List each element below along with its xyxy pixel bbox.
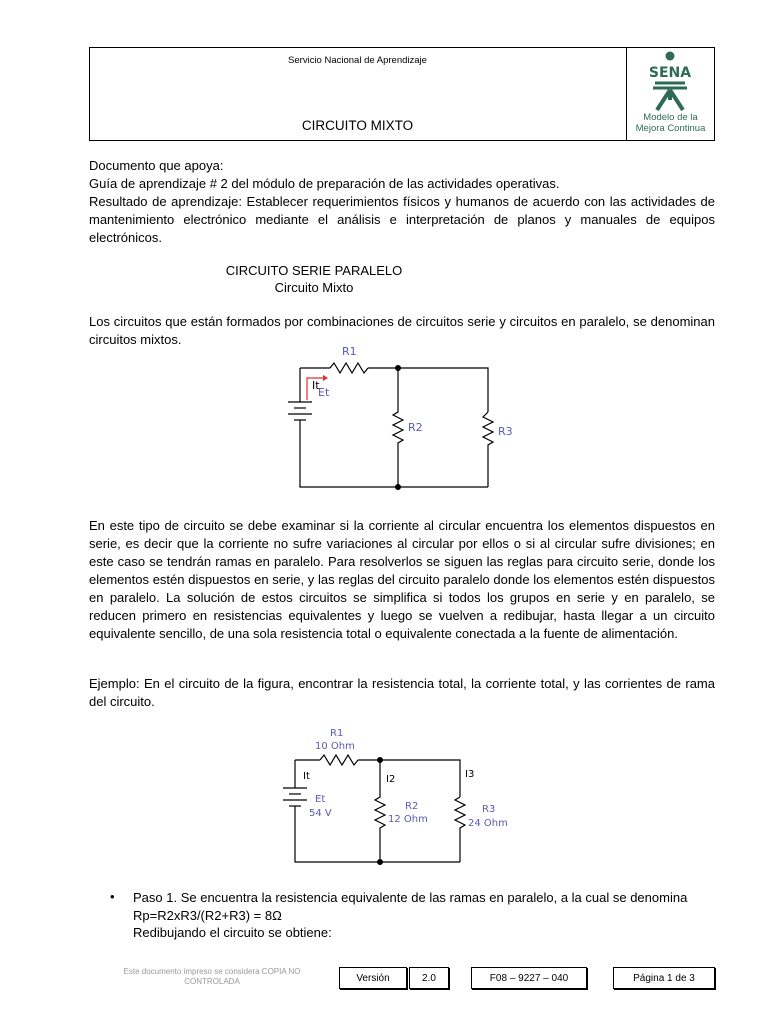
r1-label: R1 — [330, 728, 344, 739]
guide-line: Guía de aprendizaje # 2 del módulo de preparación de las actividades operativas. — [89, 176, 560, 191]
step-bullet: • — [110, 889, 115, 904]
mixed-circuit-diagram — [270, 340, 530, 500]
step1-line — [133, 889, 723, 907]
r2-label: R2 — [405, 801, 419, 812]
i3-label: I3 — [465, 769, 475, 780]
example-text: En el circuito de la figura, encontrar la resistencia total, la corriente total, y las corrientes de rama del circuito. — [89, 676, 715, 709]
r1-label: R1 — [342, 345, 357, 358]
uncontrolled-copy-note: Este documento impreso se considera COPIA NO CONTROLADA — [123, 967, 301, 986]
junction-node — [377, 859, 383, 865]
i2-label: I2 — [386, 774, 396, 785]
result-label: Resultado de aprendizaje: — [89, 194, 242, 209]
document-code: F08 – 9227 – 040 — [471, 967, 587, 989]
r3-value: 24 Ohm — [468, 818, 508, 829]
page-number: Página 1 de 3 — [613, 967, 715, 989]
learning-result — [89, 193, 715, 247]
logo-caption-line2: Mejora Continua — [635, 123, 706, 134]
version-value: 2.0 — [409, 967, 449, 989]
junction-node — [395, 365, 401, 371]
paragraph-explanation: En este tipo de circuito se debe examinar si la corriente al circular encuentra los elementos dispuestos en serie, es decir que la corriente no sufre variaciones al circular por ellos o si al circular sufre divisiones; en este caso se tendrán ramas en paralelo. Para resolverlos se siguen las reglas para circuito serie, donde los elementos estén dispuestos en serie, y las reglas del circuito paralelo donde los elementos estén dispuestos en paralelo. La solución de estos circuitos se simplifica si todos los grupos en serie y en paralelo, se reducen primero en resistencias equivalentes y luego se vuelven a redibujar, hasta llegar a un circuito equivalente sencillo, de una sola resistencia total o equivalente conectada a la fuente de alimentación. — [89, 518, 715, 641]
it-label: It — [303, 771, 310, 782]
logo-wordmark: SENA — [648, 65, 692, 81]
junction-node — [395, 484, 401, 490]
et-label: Et — [318, 386, 330, 399]
step1-formula: Rp=R2xR3/(R2+R3) = 8Ω — [133, 908, 282, 923]
example-label: Ejemplo: — [89, 676, 140, 691]
logo-caption-line1: Modelo de la — [643, 112, 698, 123]
institution-name: Servicio Nacional de Aprendizaje — [288, 55, 427, 66]
r2-label: R2 — [408, 421, 423, 434]
result-text: Establecer requerimientos físicos y humanos de acuerdo con las actividades de mantenimiento electrónico mediante el análisis e interpretación de planos y manuales de equipos electrónicos. — [89, 194, 715, 245]
paragraph-mixed-circuits: Los circuitos que están formados por combinaciones de circuitos serie y circuitos en paralelo, se denominan circuitos mixtos. — [89, 314, 715, 347]
step1-redraw: Redibujando el circuito se obtiene: — [133, 925, 332, 940]
r1-value: 10 Ohm — [315, 741, 355, 752]
example-paragraph — [89, 675, 715, 711]
step1-text: . Se encuentra la resistencia equivalente de las ramas en paralelo, a la cual se denomina — [173, 890, 688, 905]
et-value: 54 V — [309, 808, 332, 819]
r2-value: 12 Ohm — [388, 814, 428, 825]
it-label: It — [312, 379, 320, 392]
logo-caption — [627, 112, 714, 134]
r3-label: R3 — [482, 804, 496, 815]
section-title: CIRCUITO SERIE PARALELO — [225, 263, 403, 278]
support-heading: Documento que apoya: — [89, 158, 224, 173]
example-circuit-diagram — [275, 722, 535, 867]
junction-node — [377, 757, 383, 763]
document-title: CIRCUITO MIXTO — [301, 118, 414, 133]
et-label: Et — [315, 794, 326, 805]
version-label: Versión — [339, 967, 407, 989]
r3-label: R3 — [498, 425, 513, 438]
section-subtitle: Circuito Mixto — [274, 280, 354, 295]
step1-label: Paso 1 — [133, 890, 174, 905]
